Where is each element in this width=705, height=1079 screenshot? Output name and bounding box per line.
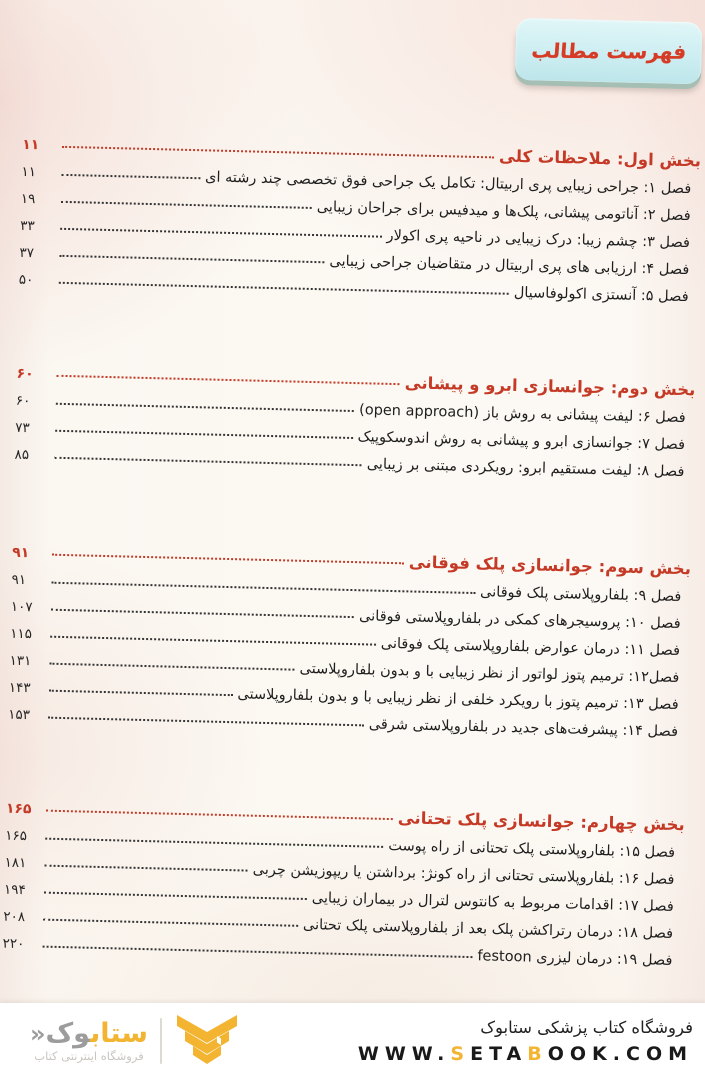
chapter-page-number: ۱۸۱ <box>4 854 27 872</box>
dotted-leader <box>48 717 364 727</box>
url-eta: ETA <box>470 1042 528 1065</box>
logo-wordmark <box>30 1017 148 1049</box>
url-b-accent: B <box>527 1042 548 1065</box>
setabook-logo <box>30 1014 240 1068</box>
chapter-page-number: ۱۱ <box>21 163 37 181</box>
dotted-leader <box>55 430 352 439</box>
chapter-list <box>14 385 695 483</box>
chapter-title: فصل ۱۷: اقدامات مربوط به کانتوس لترال در بیماران زیبایی <box>311 889 674 915</box>
chapter-title: فصل ۱۸: درمان رتراکشن پلک بعد از بلفاروپلاستی پلک تحتانی <box>302 916 674 942</box>
dotted-leader <box>49 663 294 671</box>
chapter-list <box>19 156 701 308</box>
section-title: بخش دوم: جوانسازی ابرو و پیشانی <box>404 373 696 400</box>
chapter-title: فصل ۸: لیفت مستقیم ابرو: رویکردی مبتنی بر زیبایی <box>366 456 685 480</box>
table-of-contents <box>2 124 701 971</box>
section-page-number: ۶۰ <box>16 365 34 383</box>
section-page-number: ۹۱ <box>12 544 30 562</box>
chapter-title: فصل ۱۵: بلفاروپلاستی پلک تحتانی از راه پوست <box>388 837 676 861</box>
dotted-leader <box>44 892 307 900</box>
dotted-leader <box>62 146 494 159</box>
url-www: WWW. <box>357 1042 451 1065</box>
section-title: بخش چهارم: جوانسازی پلک تحتانی <box>397 808 685 835</box>
dotted-leader <box>50 636 376 646</box>
dotted-leader <box>43 919 298 927</box>
dotted-leader <box>59 282 509 295</box>
toc-header-badge-label: فهرست مطالب <box>530 38 687 64</box>
chapter-title: فصل ۵: آنستزی اکولوفاسیال <box>513 284 689 305</box>
dotted-leader <box>51 609 354 618</box>
chapter-page-number: ۱۹ <box>20 190 36 208</box>
chapter-page-number: ۳۳ <box>19 217 35 235</box>
chapter-page-number: ۳۷ <box>19 244 35 262</box>
logo-wordmark-block <box>30 1017 148 1063</box>
chapter-title: فصل ۱۳: ترمیم پتوز با رویکرد خلفی از نظر زیبایی با و بدون بلفاروپلاستی <box>237 685 679 713</box>
dotted-leader <box>51 582 475 594</box>
dotted-leader <box>55 457 362 467</box>
chapter-page-number: ۱۹۴ <box>3 881 26 899</box>
chapter-page-number: ۲۲۰ <box>2 935 25 953</box>
footer-text-block <box>358 1018 697 1065</box>
dotted-leader <box>49 690 233 696</box>
chapter-title: فصل ۱۹: درمان لیزری festoon <box>477 947 673 969</box>
url-s-accent: S <box>450 1042 471 1065</box>
chapter-title: فصل ۱۶: بلفاروپلاستی تحتانی از راه کونژ: برداشتن یا ریپوزیشن چربی <box>252 861 675 888</box>
chapter-title: فصل ۳: چشم زیبا: درک زیبایی در ناحیه پری اکولار <box>386 227 691 251</box>
toc-section <box>19 124 702 308</box>
chapter-page-number: ۱۵۳ <box>8 706 31 724</box>
chapter-page-number: ۶۰ <box>15 392 31 410</box>
dotted-leader <box>43 946 473 959</box>
chapter-page-number: ۱۶۵ <box>5 827 28 845</box>
dotted-leader <box>45 838 383 848</box>
chapter-title: فصل ۶: لیفت پیشانی به روش باز (open approach) <box>358 401 686 426</box>
chapter-title: فصل ۴: ارزیابی های پری اربیتال در متقاضیان جراحی زیبایی <box>329 253 690 278</box>
logo-divider <box>160 1018 162 1064</box>
chapter-title: فصل ۱۰: پروسیجرهای کمکی در بلفاروپلاستی فوقانی <box>358 607 681 632</box>
chapter-title: فصل ۷: جوانسازی ابرو و پیشانی به روش اندوسکوپیک <box>357 428 686 453</box>
section-page-number: ۱۶۵ <box>5 800 32 818</box>
dotted-leader <box>52 554 404 565</box>
dotted-leader <box>45 865 248 872</box>
store-name: فروشگاه کتاب پزشکی ستابوک <box>480 1017 693 1037</box>
chapter-page-number: ۵۰ <box>18 271 34 289</box>
chapter-title: فصل ۱۱: درمان عوارض بلفاروپلاستی پلک فوقانی <box>380 635 681 659</box>
chapter-page-number: ۸۵ <box>14 446 30 464</box>
chapter-page-number: ۹۱ <box>11 571 27 589</box>
chapter-title: فصل ۱۴: پیشرفت‌های جدید در بلفاروپلاستی شرقی <box>368 716 679 740</box>
chapter-page-number: ۱۴۳ <box>8 679 31 697</box>
chapter-title: فصل ۱: جراحی زیبایی پری اربیتال: تکامل یک جراحی فوق تخصصی چند رشته ای <box>204 169 692 197</box>
chapter-page-number: ۱۱۵ <box>10 625 33 643</box>
toc-section <box>14 353 696 483</box>
dotted-leader <box>60 228 382 238</box>
chapter-page-number: ۷۳ <box>15 419 30 437</box>
guillemet-icon: « <box>30 1019 46 1048</box>
chapter-title: فصل۱۲: ترمیم پتوز لواتور از نظر زیبایی با و بدون بلفاروپلاستی <box>299 660 680 686</box>
chapter-list <box>2 820 684 972</box>
section-title: بخش اول: ملاحظات کلی <box>498 146 702 171</box>
chapter-title: فصل ۹: بلفاروپلاستی پلک فوقانی <box>479 583 682 605</box>
chapter-page-number: ۱۳۱ <box>9 652 32 670</box>
dotted-leader <box>61 174 200 179</box>
dotted-leader <box>59 255 324 263</box>
footer-bar <box>0 1003 705 1079</box>
setabook-emblem-icon <box>174 1014 240 1068</box>
dotted-leader <box>56 403 354 412</box>
dotted-leader <box>61 201 312 209</box>
logo-tagline: فروشگاه اینترنتی کتاب <box>34 1048 144 1063</box>
chapter-page-number: ۲۰۸ <box>3 908 26 926</box>
section-page-number: ۱۱ <box>21 136 40 154</box>
toc-section <box>8 532 692 743</box>
url-rest: OOK.COM <box>547 1042 693 1065</box>
logo-wordmark-yellow: ستاب <box>90 1017 148 1049</box>
toc-header-badge <box>515 18 702 85</box>
toc-section <box>2 788 685 972</box>
dotted-leader <box>46 810 393 820</box>
chapter-title: فصل ۲: آناتومی پیشانی، پلک‌ها و میدفیس برای جراحان زیبایی <box>316 198 691 224</box>
logo-wordmark-gray: وک <box>45 1017 91 1049</box>
dotted-leader <box>57 375 400 385</box>
chapter-list <box>8 564 691 743</box>
website-url <box>358 1043 693 1065</box>
section-title: بخش سوم: جوانسازی پلک فوقانی <box>408 552 692 579</box>
chapter-page-number: ۱۰۷ <box>10 598 33 616</box>
